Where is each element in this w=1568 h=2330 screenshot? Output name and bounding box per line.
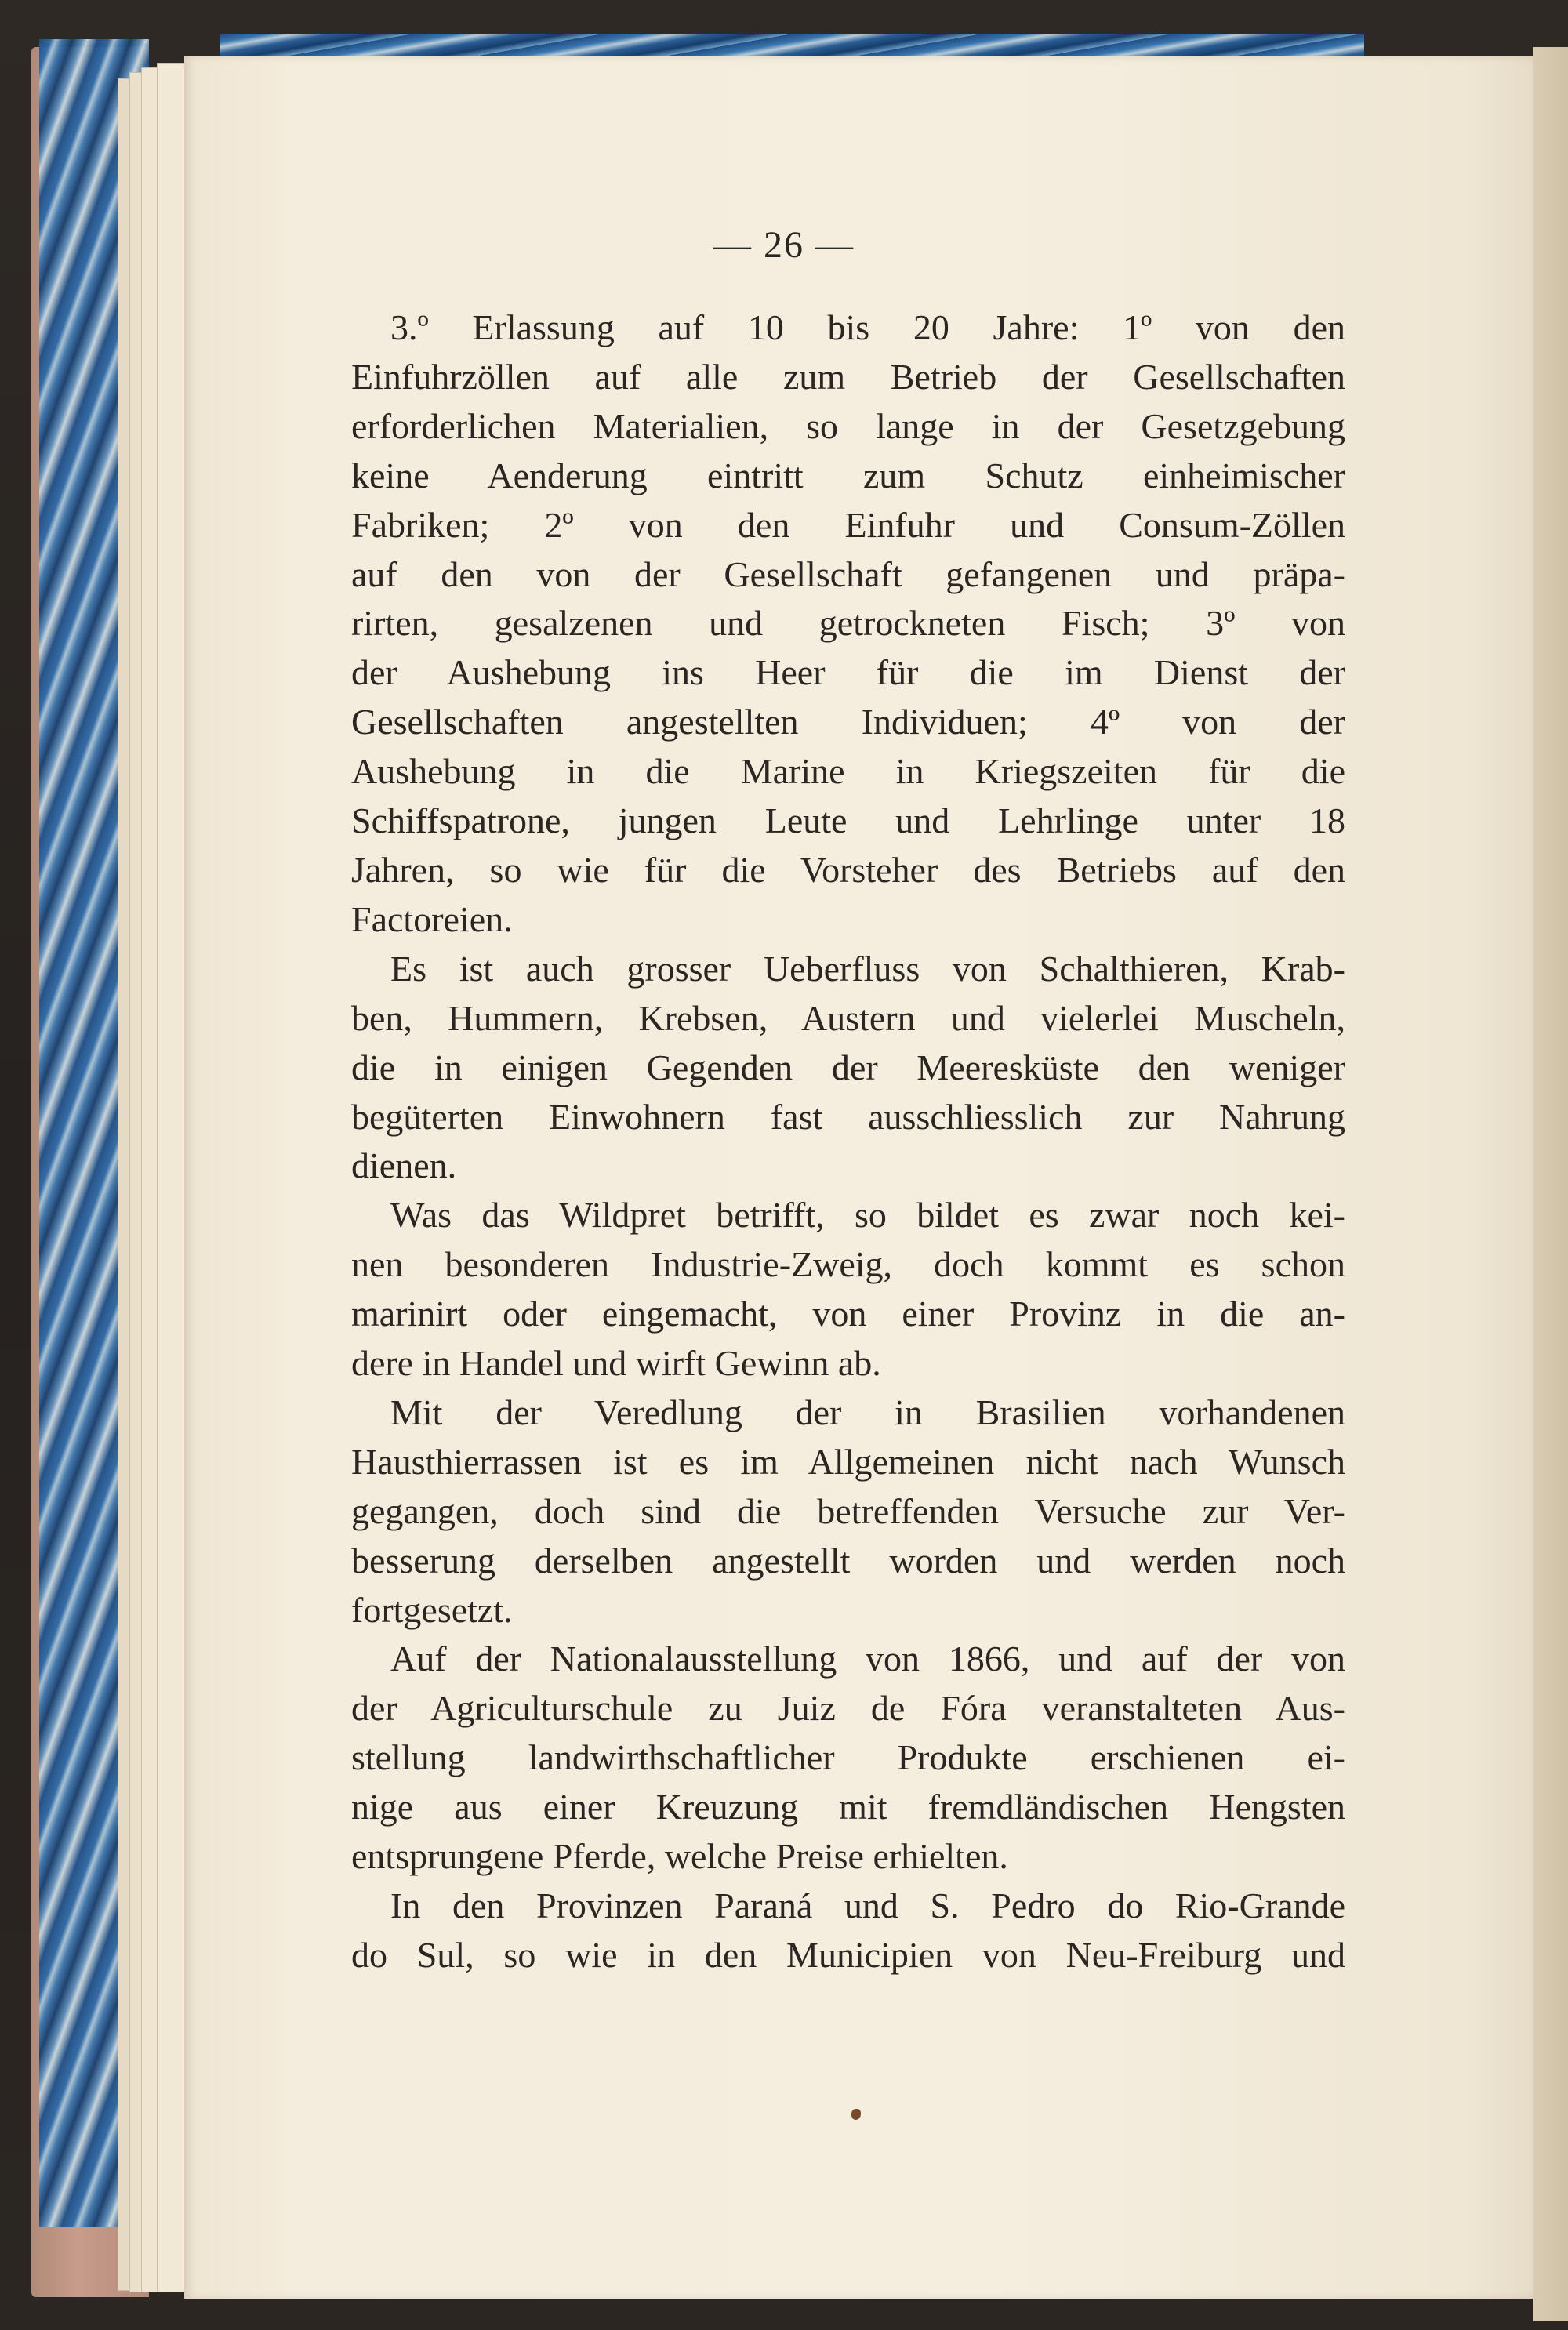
facing-page-edge <box>1533 47 1568 2321</box>
text-line: der Aushebung ins Heer für die im Dienst der <box>351 652 1345 693</box>
text-line: gegangen, doch sind die betreffenden Versuche zur Ver- <box>351 1490 1345 1531</box>
paragraph <box>351 1191 1345 1388</box>
text-line: 3.º Erlassung auf 10 bis 20 Jahre: 1º von den <box>390 307 1345 347</box>
text-line: entsprungene Pferde, welche Preise erhielten. <box>351 1836 1008 1877</box>
paragraph <box>351 1388 1345 1635</box>
text-line: begüterten Einwohnern fast ausschliesslich zur Nahrung <box>351 1096 1345 1137</box>
text-line: auf den von der Gesellschaft gefangenen und präpa- <box>351 553 1345 594</box>
text-line: In den Provinzen Paraná und S. Pedro do Rio-Grande <box>390 1885 1345 1925</box>
text-line: Gesellschaften angestellten Individuen; 4º von der <box>351 702 1345 742</box>
paragraph <box>351 303 1345 945</box>
text-line: fortgesetzt. <box>351 1589 513 1630</box>
text-line: Einfuhrzöllen auf alle zum Betrieb der Gesellschaften <box>351 356 1345 397</box>
text-line: marinirt oder eingemacht, von einer Provinz in die an- <box>351 1294 1345 1334</box>
paragraph <box>351 945 1345 1192</box>
paragraph <box>351 1882 1345 1980</box>
text-line: der Agriculturschule zu Juiz de Fóra veranstalteten Aus- <box>351 1688 1345 1729</box>
text-line: Was das Wildpret betrifft, so bildet es zwar noch kei- <box>390 1195 1345 1236</box>
text-line: rirten, gesalzenen und getrockneten Fisch; 3º von <box>351 603 1345 644</box>
text-line: nen besonderen Industrie-Zweig, doch kommt es schon <box>351 1244 1345 1285</box>
text-line: nige aus einer Kreuzung mit fremdländischen Hengsten <box>351 1787 1345 1827</box>
text-line: Factoreien. <box>351 898 513 939</box>
text-line: Es ist auch grosser Ueberfluss von Schalthieren, Krab- <box>390 948 1345 989</box>
text-line: keine Aenderung eintritt zum Schutz einheimischer <box>351 455 1345 495</box>
text-line: Auf der Nationalausstellung von 1866, und auf der von <box>390 1639 1345 1679</box>
text-line: Hausthierrassen ist es im Allgemeinen nicht nach Wunsch <box>351 1441 1345 1482</box>
text-line: Schiffspatrone, jungen Leute und Lehrlinge unter 18 <box>351 800 1345 841</box>
text-line: Jahren, so wie für die Vorsteher des Betriebs auf den <box>351 849 1345 890</box>
text-line: erforderlichen Materialien, so lange in der Gesetzgebung <box>351 405 1345 446</box>
text-line: do Sul, so wie in den Municipien von Neu-Freiburg und <box>351 1934 1345 1975</box>
body-text <box>351 303 1345 1980</box>
paragraph <box>351 1635 1345 1882</box>
text-line: Aushebung in die Marine in Kriegszeiten für die <box>351 751 1345 792</box>
text-line: stellung landwirthschaftlicher Produkte erschienen ei- <box>351 1737 1345 1778</box>
text-line: dere in Handel und wirft Gewinn ab. <box>351 1343 881 1384</box>
text-line: besserung derselben angestellt worden und werden noch <box>351 1540 1345 1581</box>
text-line: ben, Hummern, Krebsen, Austern und vielerlei Muscheln, <box>351 997 1345 1038</box>
text-line: Fabriken; 2º von den Einfuhr und Consum-Zöllen <box>351 504 1345 545</box>
page-number: — 26 — <box>713 224 855 266</box>
text-line: dienen. <box>351 1145 457 1186</box>
text-line: Mit der Veredlung der in Brasilien vorhandenen <box>390 1392 1345 1432</box>
text-line: die in einigen Gegenden der Meeresküste den weniger <box>351 1047 1345 1087</box>
